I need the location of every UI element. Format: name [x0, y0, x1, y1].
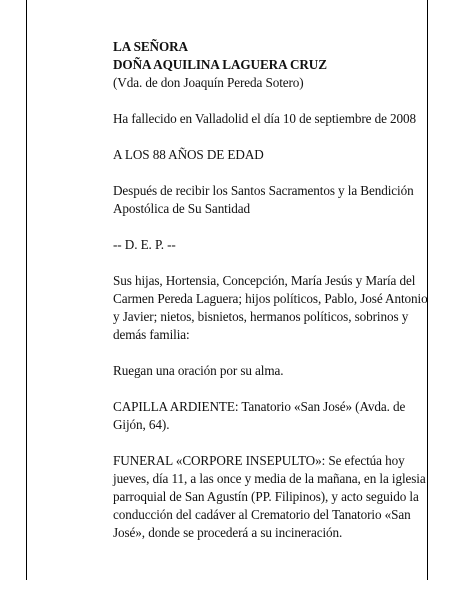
chapel-paragraph: CAPILLA ARDIENTE: Tanatorio «San José» (Avda. de Gijón, 64). — [113, 399, 406, 432]
widow-of-line: (Vda. de don Joaquín Pereda Sotero) — [113, 75, 304, 90]
age-paragraph: A LOS 88 AÑOS DE EDAD — [113, 147, 264, 162]
rip-paragraph: -- D. E. P. -- — [113, 237, 176, 252]
left-border-line — [26, 0, 27, 580]
family-paragraph: Sus hijas, Hortensia, Concepción, María Jesús y María del Carmen Pereda Laguera; hijos políticos, Pablo, José Antonio y Javier; nietos, bisnietos, hermanos políticos, sobrinos y demás familia: — [113, 273, 428, 342]
obituary-notice — [113, 38, 431, 560]
death-paragraph: Ha fallecido en Valladolid el día 10 de septiembre de 2008 — [113, 111, 417, 126]
sacraments-paragraph: Después de recibir los Santos Sacramentos y la Bendición Apostólica de Su Santidad — [113, 183, 414, 216]
prayer-paragraph: Ruegan una oración por su alma. — [113, 363, 284, 378]
funeral-paragraph: FUNERAL «CORPORE INSEPULTO»: Se efectúa hoy jueves, día 11, a las once y media de la mañana, en la iglesia parroquial de San Agustín (PP. Filipinos), y acto seguido la conducción del cadáver al Crematorio del Tanatorio «San José», donde se procederá a su incineración. — [113, 453, 426, 540]
obituary-header — [113, 38, 431, 92]
deceased-name: DOÑA AQUILINA LAGUERA CRUZ — [113, 57, 327, 72]
title-line: LA SEÑORA — [113, 39, 188, 54]
